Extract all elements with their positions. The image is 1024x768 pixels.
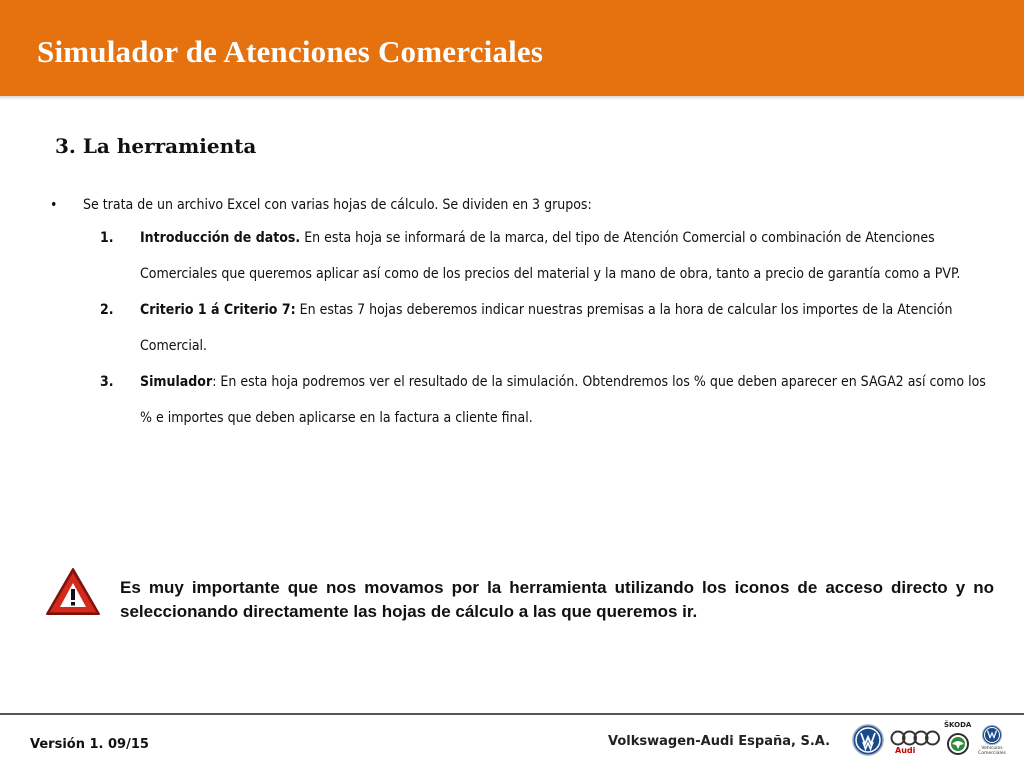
bullet-dot-icon: • (50, 197, 58, 213)
page-title: Simulador de Atenciones Comerciales (37, 34, 544, 69)
skoda-label: ŠKODA (944, 721, 972, 729)
content-body (48, 190, 988, 436)
list-item (48, 364, 988, 436)
vw-commercial-label (978, 746, 1006, 756)
vw-commercial-label-line-2: Comerciales (978, 751, 1006, 756)
list-item (48, 292, 988, 364)
list-item-number: 2. (100, 302, 114, 318)
audi-rings-icon (890, 729, 942, 747)
list-item-heading: Simulador (140, 374, 213, 390)
list-item-heading: Criterio 1 á Criterio 7: (140, 302, 296, 318)
intro-bullet (48, 190, 988, 220)
list-item-number: 3. (100, 374, 114, 390)
section-title: 3. La herramienta (55, 134, 257, 158)
vw-commercial-logo-icon (982, 725, 1002, 745)
list-item-heading: Introducción de datos. (140, 230, 301, 246)
list-item-text: En esta hoja se informará de la marca, del tipo de Atención Comercial o combinación de Atenciones Comerciales que queremos aplicar así como de los precios del material y la mano de obra, tanto a precio de garantía como a PVP. (140, 230, 961, 282)
warning-text: Es muy importante que nos movamos por la herramienta utilizando los iconos de acceso directo y no seleccionando directamente las hojas de cálculo a las que queremos ir. (120, 578, 994, 621)
footer-divider (0, 713, 1024, 715)
vw-logo-icon (852, 724, 884, 756)
intro-bullet-text: Se trata de un archivo Excel con varias hojas de cálculo. Se dividen en 3 grupos: (83, 197, 592, 213)
header-shadow (0, 96, 1024, 100)
list-item-text: : En esta hoja podremos ver el resultado de la simulación. Obtendremos los % que deben aparecer en SAGA2 así como los % e importes que deben aplicarse en la factura a cliente final. (140, 374, 986, 426)
list-item-text: En estas 7 hojas deberemos indicar nuestras premisas a la hora de calcular los importes de la Atención Comercial. (140, 302, 953, 354)
audi-label: Audi (895, 746, 916, 755)
footer-version: Versión 1. 09/15 (30, 737, 149, 752)
warning-triangle-icon (44, 566, 102, 618)
header-bar (0, 0, 1024, 96)
list-item (48, 220, 988, 292)
warning-callout (44, 566, 994, 626)
footer-company: Volkswagen-Audi España, S.A. (608, 734, 831, 749)
vw-commercial-label-line-1: Vehículos (981, 746, 1003, 751)
list-item-number: 1. (100, 230, 114, 246)
skoda-logo-icon (946, 732, 970, 756)
